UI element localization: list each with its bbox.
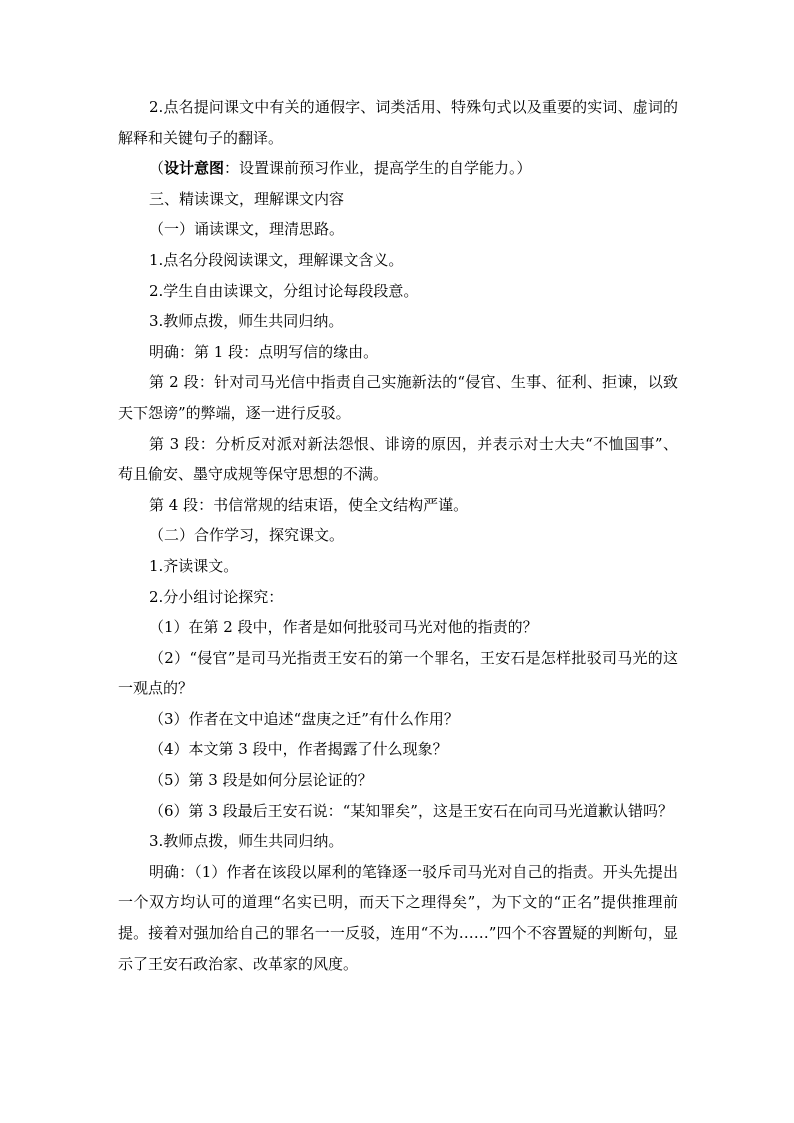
- design-intent-label: 设计意图: [164, 159, 225, 178]
- subsection-heading-2: （二）合作学习，探究课文。: [149, 526, 345, 545]
- paragraph-21: 3.教师点拨，师生共同归纳。: [149, 832, 344, 851]
- paragraph-22: 明确：（1）作者在该段以犀利的笔锋逐一驳斥司马光对自己的指责。开头先提出一个双方均认可的道理“名实已明，而天下之理得矣”，为下文的“正名”提供推理前提。接着对强加给自己的罪名一一反驳，连用“不为……”四个不容置疑的判断句，显示了王安石政治家、改革家的风度。: [118, 862, 678, 973]
- question-1: （1）在第 2 段中，作者是如何批驳司马光对他的指责的？: [149, 618, 538, 637]
- paragraph-14: 2.分小组讨论探究：: [149, 587, 284, 606]
- paragraph-10: 第 3 段：分析反对派对新法怨恨、诽谤的原因，并表示对士大夫“不恤国事”、苟且偷安、墨守成规等保守思想的不满。: [118, 434, 678, 484]
- design-intent-text: ：设置课前预习作业，提高学生的自学能力。）: [224, 159, 532, 178]
- paragraph-9: 第 2 段：针对司马光信中指责自己实施新法的“侵官、生事、征利、拒谏，以致天下怨谤”的弊端，逐一进行反驳。: [118, 373, 678, 422]
- question-6: （6）第 3 段最后王安石说：“某知罪矣”，这是王安石在向司马光道歉认错吗？: [149, 801, 673, 820]
- paragraph-6: 2.学生自由读课文，分组讨论每段段意。: [149, 281, 419, 300]
- question-3: （3）作者在文中追述“盘庚之迁”有什么作用？: [149, 709, 459, 728]
- design-intent-prefix: （: [149, 159, 165, 178]
- paragraph-13: 1.齐读课文。: [149, 556, 239, 575]
- design-intent-paragraph: [118, 153, 678, 184]
- question-2: （2）“侵官”是司马光指责王安石的第一个罪名，王安石是怎样批驳司马光的这一观点的？: [118, 648, 678, 698]
- section-heading-3: 三、精读课文，理解课文内容: [149, 189, 345, 208]
- paragraph-8: 明确：第 1 段：点明写信的缘由。: [149, 342, 379, 361]
- paragraph-1: 2.点名提问课文中有关的通假字、词类活用、特殊句式以及重要的实词、虚词的解释和关键句子的翻译。: [118, 98, 678, 147]
- question-4: （4）本文第 3 段中，作者揭露了什么现象？: [149, 740, 448, 759]
- subsection-heading-1: （一）诵读课文，理清思路。: [149, 220, 345, 239]
- paragraph-5: 1.点名分段阅读课文，理解课文含义。: [149, 250, 404, 269]
- question-5: （5）第 3 段是如何分层论证的？: [149, 771, 373, 790]
- paragraph-7: 3.教师点拨，师生共同归纳。: [149, 312, 344, 331]
- paragraph-11: 第 4 段：书信常规的结束语，使全文结构严谨。: [149, 495, 469, 514]
- document-page: [118, 92, 678, 979]
